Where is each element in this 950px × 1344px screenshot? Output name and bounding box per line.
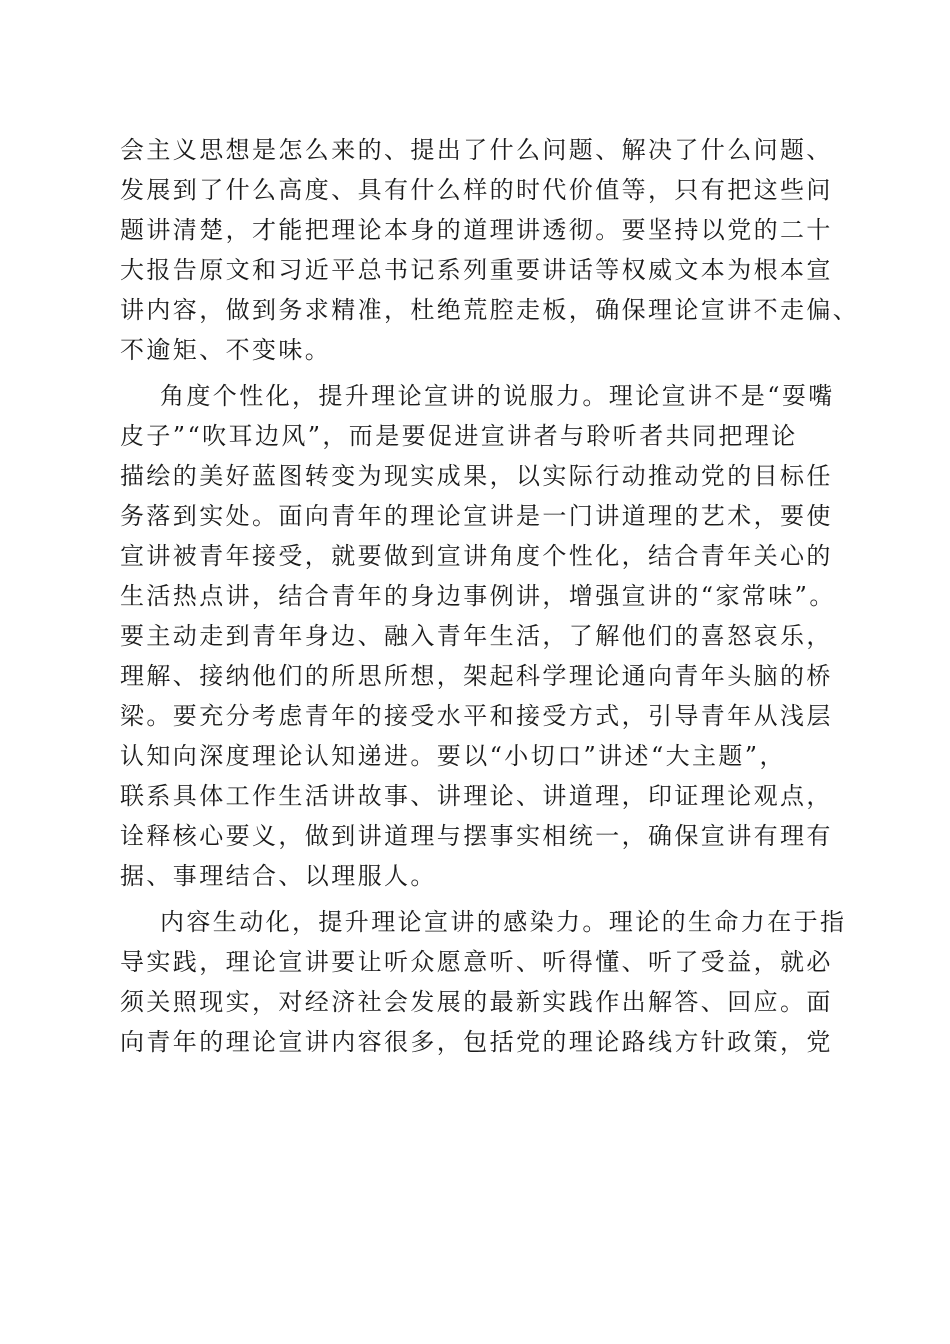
text-line: 大报告原文和习近平总书记系列重要讲话等权威文本为根本宣 <box>120 256 833 284</box>
text-line: 据、事理结合、以理服人。 <box>120 862 437 890</box>
text-line: 梁。要充分考虑青年的接受水平和接受方式，引导青年从浅层 <box>120 702 833 730</box>
text-line: 向青年的理论宣讲内容很多，包括党的理论路线方针政策，党 <box>120 1028 833 1056</box>
document-body <box>120 130 860 1062</box>
text-line: 生活热点讲，结合青年的身边事例讲，增强宣讲的“家常味”。 <box>120 582 836 610</box>
text-line: 联系具体工作生活讲故事、讲理论、讲道理，印证理论观点， <box>120 782 833 810</box>
text-line: 要主动走到青年身边、融入青年生活，了解他们的喜怒哀乐， <box>120 622 833 650</box>
text-line: 会主义思想是怎么来的、提出了什么问题、解决了什么问题、 <box>120 136 833 164</box>
text-line: 理解、接纳他们的所思所想，架起科学理论通向青年头脑的桥 <box>120 662 833 690</box>
text-line: 导实践，理论宣讲要让听众愿意听、听得懂、听了受益，就必 <box>120 948 833 976</box>
text-line: 不逾矩、不变味。 <box>120 336 332 364</box>
paragraph <box>120 902 847 1062</box>
paragraph <box>120 376 840 896</box>
text-line: 描绘的美好蓝图转变为现实成果，以实际行动推动党的目标任 <box>120 462 833 490</box>
text-line: 内容生动化，提升理论宣讲的感染力。理论的生命力在于指 <box>160 908 847 936</box>
text-line: 皮子”“吹耳边风”，而是要促进宣讲者与聆听者共同把理论 <box>120 422 798 450</box>
text-line: 讲内容，做到务求精准，杜绝荒腔走板，确保理论宣讲不走偏、 <box>120 296 860 324</box>
text-line: 须关照现实，对经济社会发展的最新实践作出解答、回应。面 <box>120 988 833 1016</box>
text-line: 诠释核心要义，做到讲道理与摆事实相统一，确保宣讲有理有 <box>120 822 833 850</box>
text-line: 发展到了什么高度、具有什么样的时代价值等，只有把这些问 <box>120 176 833 204</box>
paragraph <box>120 130 860 370</box>
text-line: 宣讲被青年接受，就要做到宣讲角度个性化，结合青年关心的 <box>120 542 833 570</box>
text-line: 角度个性化，提升理论宣讲的说服力。理论宣讲不是“耍嘴 <box>160 382 835 410</box>
text-line: 认知向深度理论认知递进。要以“小切口”讲述“大主题”， <box>120 742 786 770</box>
text-line: 题讲清楚，才能把理论本身的道理讲透彻。要坚持以党的二十 <box>120 216 833 244</box>
text-line: 务落到实处。面向青年的理论宣讲是一门讲道理的艺术，要使 <box>120 502 833 530</box>
